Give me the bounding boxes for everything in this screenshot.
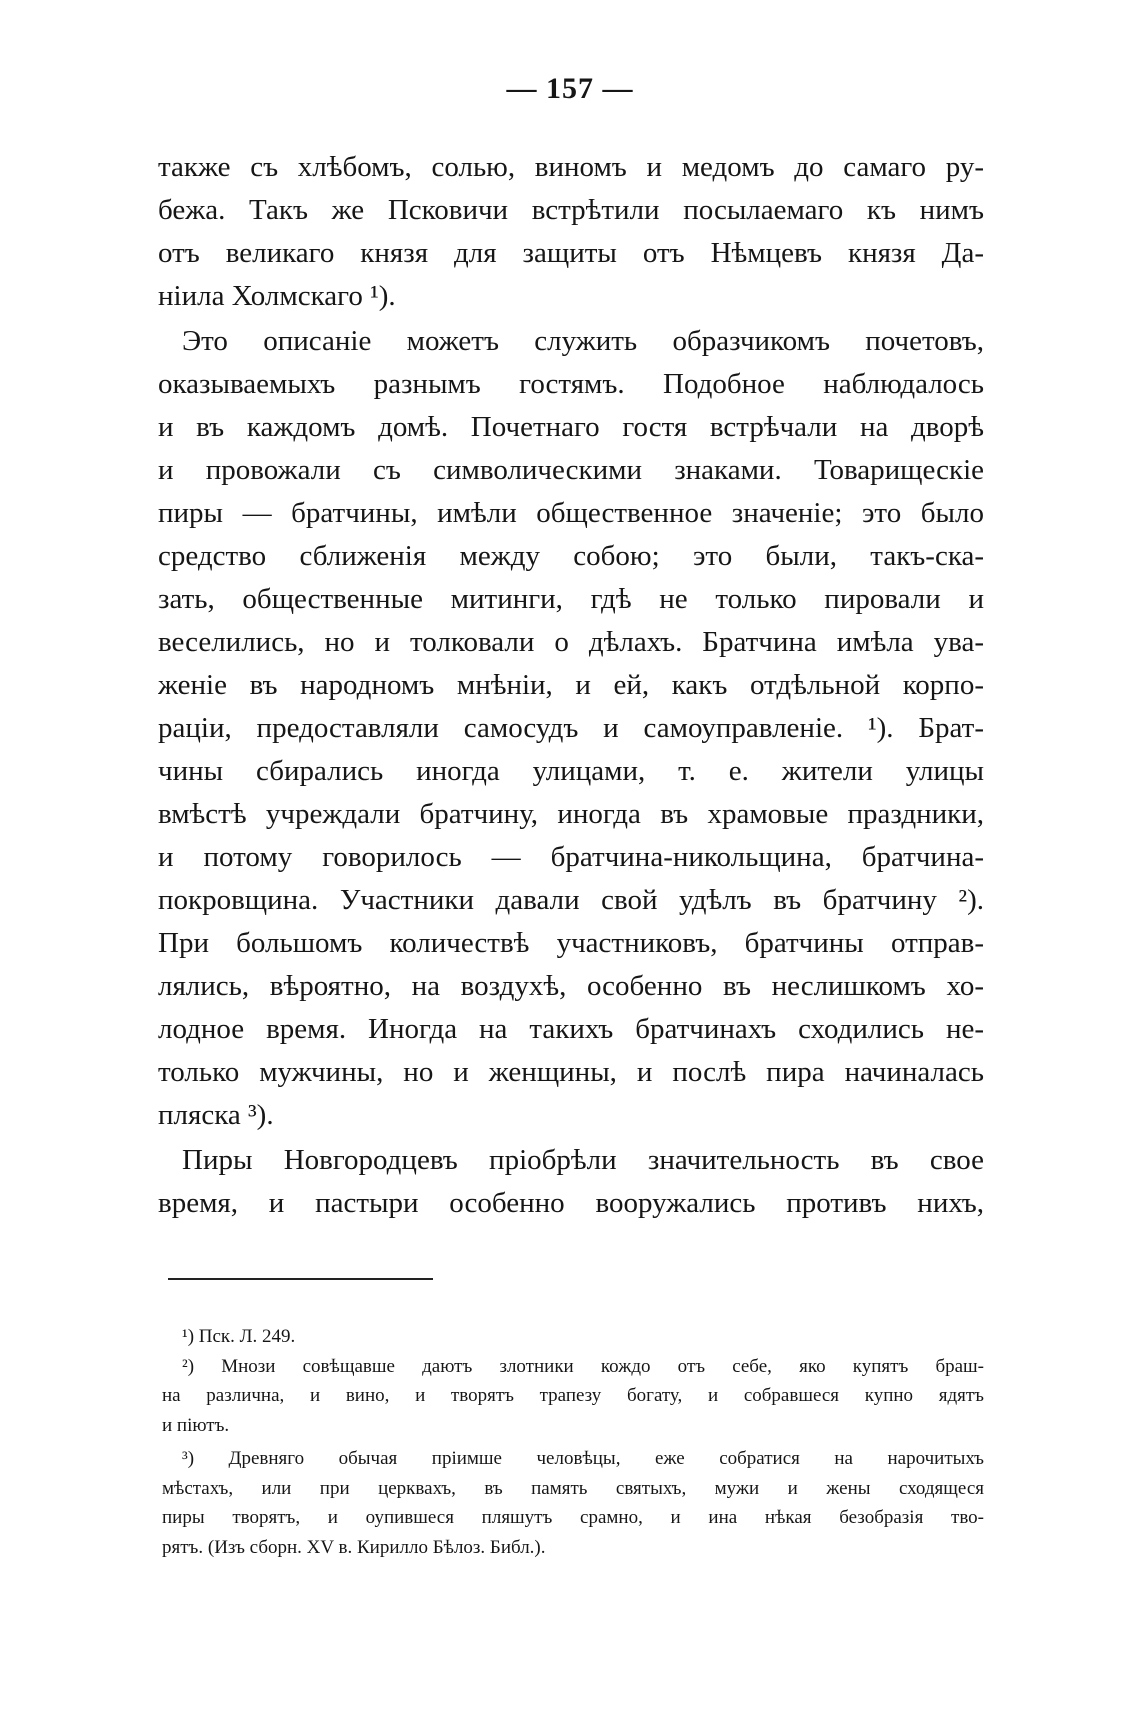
text-line: бежа. Такъ же Псковичи встрѣтили посылаемаго къ нимъ — [158, 194, 984, 226]
text-line: Это описанiе можетъ служить образчикомъ почетовъ, — [182, 325, 984, 357]
page-number: — 157 — — [506, 72, 634, 105]
text-line: нiила Холмскаго ¹). — [158, 280, 396, 312]
footnote-line: рятъ. (Изъ сборн. XV в. Кирилло Бѣлоз. Библ.). — [162, 1536, 546, 1558]
text-line: Пиры Новгородцевъ прiобрѣли значительность въ свое — [182, 1144, 984, 1176]
text-line: лялись, вѣроятно, на воздухѣ, особенно въ неслишкомъ хо- — [158, 970, 984, 1002]
text-line: покровщина. Участники давали свой удѣлъ въ братчину ²). — [158, 884, 984, 916]
footnote-line: ¹) Пск. Л. 249. — [182, 1326, 296, 1347]
main-text — [158, 146, 984, 1225]
text-line: лодное время. Иногда на такихъ братчинахъ сходились не- — [158, 1013, 984, 1045]
footnote-divider — [168, 1278, 433, 1280]
text-line: оказываемыхъ разнымъ гостямъ. Подобное наблюдалось — [158, 368, 984, 400]
text-line: средство сближенiя между собою; это были, такъ-ска- — [158, 540, 984, 572]
footnote-line: ²) Мнози совѣщавше даютъ злотники кождо отъ себе, яко купятъ браш- — [182, 1355, 984, 1377]
text-line: вмѣстѣ учреждали братчину, иногда въ храмовые праздники, — [158, 798, 984, 830]
text-line: зать, общественные митинги, гдѣ не только пировали и — [158, 583, 984, 615]
footnote-line: ³) Древняго обычая прiимше человѣцы, еже собратися на нарочитыхъ — [182, 1448, 984, 1469]
text-line: и въ каждомъ домѣ. Почетнаго гостя встрѣчали на дворѣ — [158, 411, 984, 443]
footnotes — [162, 1322, 984, 1562]
text-line: время, и пастыри особенно вооружались противъ нихъ, — [158, 1187, 984, 1219]
text-line: только мужчины, но и женщины, и послѣ пира начиналась — [158, 1056, 984, 1088]
text-line: веселились, но и толковали о дѣлахъ. Братчина имѣла ува- — [158, 626, 984, 658]
text-line: отъ великаго князя для защиты отъ Нѣмцевъ князя Да- — [158, 237, 984, 269]
text-line: пляска ³). — [158, 1099, 274, 1131]
text-line: пиры — братчины, имѣли общественное значенiе; это было — [158, 497, 984, 529]
text-line: также съ хлѣбомъ, солью, виномъ и медомъ до самаго ру- — [158, 151, 984, 183]
footnote-line: и пiютъ. — [162, 1414, 230, 1436]
footnote-line: пиры творятъ, и оупившеся пляшутъ срамно, и ина нѣкая безобразiя тво- — [162, 1507, 984, 1528]
footnote-line: мѣстахъ, или при церквахъ, въ память святыхъ, мужи и жены сходящеся — [162, 1477, 984, 1499]
text-line: рацiи, предоставляли самосудъ и самоуправленiе. ¹). Брат- — [158, 712, 984, 744]
text-line: женiе въ народномъ мнѣнiи, и ей, какъ отдѣльной корпо- — [158, 669, 984, 701]
text-line: чины сбирались иногда улицами, т. е. жители улицы — [158, 755, 984, 787]
footnote-line: на различна, и вино, и творятъ трапезу богату, и собравшеся купно ядятъ — [162, 1385, 984, 1406]
text-line: При большомъ количествѣ участниковъ, братчины отправ- — [158, 927, 984, 959]
text-line: и потому говорилось — братчина-никольщина, братчина- — [158, 841, 984, 873]
text-line: и провожали съ символическими знаками. Товарищескiе — [158, 454, 984, 486]
